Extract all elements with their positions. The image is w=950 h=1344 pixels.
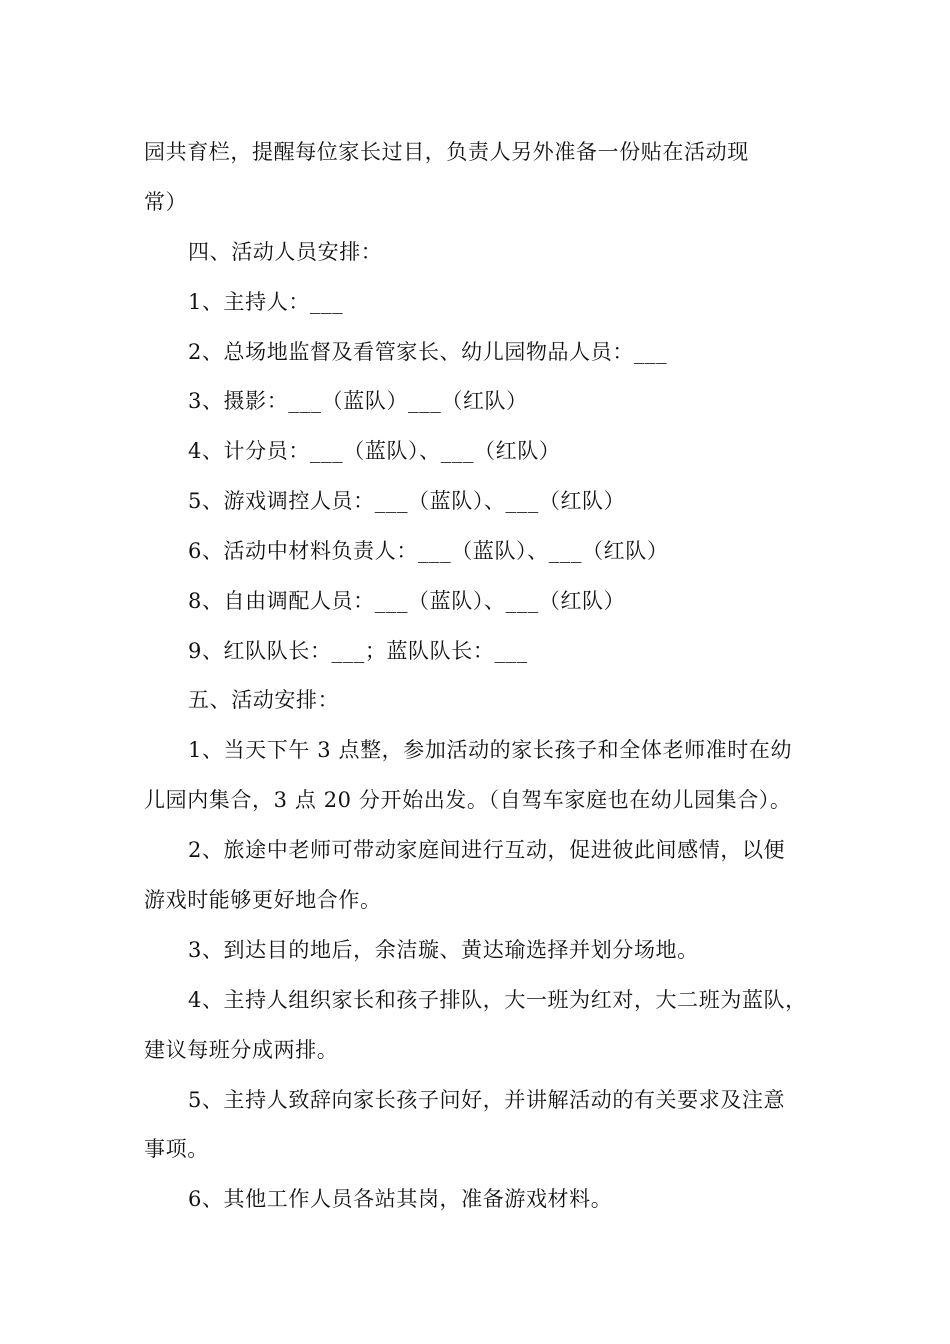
schedule-item-5-line-2: 事项。: [144, 1137, 209, 1161]
paragraph-line-continuation: 园共育栏，提醒每位家长过目，负责人另外准备一份贴在活动现: [144, 140, 749, 164]
schedule-item-5-line-1: 5、主持人致辞向家长孩子问好，并讲解活动的有关要求及注意: [188, 1088, 786, 1112]
schedule-item-1-line-2: 儿园内集合，3 点 20 分开始出发。（自驾车家庭也在幼儿园集合）。: [144, 788, 792, 812]
personnel-item-supervisor: 2、总场地监督及看管家长、幼儿园物品人员：___: [188, 340, 668, 364]
personnel-item-scorer: 4、计分员：___（蓝队）、___（红队）: [188, 439, 561, 463]
personnel-item-team-captains: 9、红队队长：___；蓝队队长：___: [188, 639, 528, 663]
schedule-item-4-line-1: 4、主持人组织家长和孩子排队，大一班为红对，大二班为蓝队，: [188, 988, 807, 1012]
schedule-item-2-line-2: 游戏时能够更好地合作。: [144, 888, 382, 912]
section-heading-personnel: 四、活动人员安排：: [188, 240, 383, 264]
personnel-item-host: 1、主持人：___: [188, 290, 344, 314]
paragraph-line-end: 常）: [144, 190, 188, 214]
schedule-item-2-line-1: 2、旅途中老师可带动家庭间进行互动，促进彼此间感情，以便: [188, 838, 786, 862]
personnel-item-photography: 3、摄影：___（蓝队）___（红队）: [188, 389, 528, 413]
personnel-item-game-control: 5、游戏调控人员：___（蓝队）、___（红队）: [188, 489, 626, 513]
schedule-item-4-line-2: 建议每班分成两排。: [144, 1038, 339, 1062]
schedule-item-6: 6、其他工作人员各站其岗，准备游戏材料。: [188, 1187, 613, 1211]
personnel-item-materials: 6、活动中材料负责人：___（蓝队）、___（红队）: [188, 539, 669, 563]
personnel-item-free-allocation: 8、自由调配人员：___（蓝队）、___（红队）: [188, 589, 626, 613]
schedule-item-1-line-1: 1、当天下午 3 点整，参加活动的家长孩子和全体老师准时在幼: [188, 738, 793, 762]
section-heading-schedule: 五、活动安排：: [188, 688, 340, 712]
schedule-item-3: 3、到达目的地后，余洁璇、黄达瑜选择并划分场地。: [188, 938, 699, 962]
